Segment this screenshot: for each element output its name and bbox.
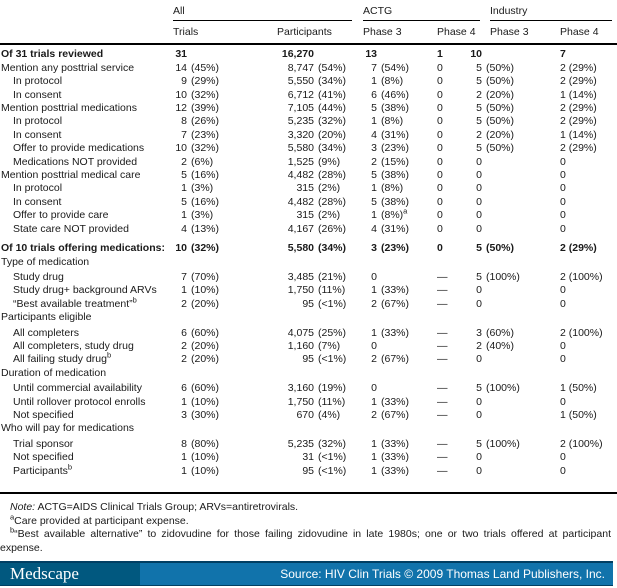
data-cell: 2 (29%) xyxy=(560,242,597,255)
data-cell xyxy=(468,422,560,435)
table-row xyxy=(0,142,617,155)
row-label: Not specified xyxy=(13,408,74,421)
data-cell: 1 (33%) xyxy=(371,464,410,477)
row-label: Of 31 trials reviewed xyxy=(1,48,104,61)
data-cell: 0 xyxy=(560,155,566,168)
table-row xyxy=(0,62,617,75)
data-cell: 3 (23%) xyxy=(371,142,410,155)
data-cell: 4 (13%) xyxy=(181,222,220,235)
group-header-all xyxy=(173,5,363,21)
data-cell: — xyxy=(437,284,448,297)
section-header-row xyxy=(0,311,617,324)
data-cell: 95 (<1%) xyxy=(302,353,347,366)
data-cell: 1 (10%) xyxy=(181,464,220,477)
data-cell xyxy=(437,256,468,269)
footnote-b-marker: b xyxy=(10,525,15,535)
table-row xyxy=(0,462,617,478)
data-cell: 5 (100%) xyxy=(476,270,520,283)
data-cell: 670 (4%) xyxy=(296,408,341,421)
data-cell: 0 xyxy=(371,382,377,395)
data-cell: — xyxy=(437,464,448,477)
table-row xyxy=(0,327,617,340)
data-cell: 1 (3%) xyxy=(181,182,214,195)
data-cell xyxy=(363,311,437,324)
data-cell xyxy=(468,256,560,269)
data-cell xyxy=(277,422,363,435)
note-text: ACTG=AIDS Clinical Trials Group; ARVs=antiretrovirals. xyxy=(35,501,299,513)
data-cell: 0 xyxy=(437,142,443,155)
data-cell: 8,747 (54%) xyxy=(287,61,347,74)
data-cell: 0 xyxy=(476,451,482,464)
data-cell: 1 (10%) xyxy=(181,395,220,408)
data-cell: — xyxy=(437,326,448,339)
data-cell: 0 xyxy=(437,182,443,195)
data-cell: 0 xyxy=(560,353,566,366)
data-cell: 3 (60%) xyxy=(476,326,515,339)
row-label: Study drug+ background ARVs xyxy=(13,284,157,297)
footnote-a-marker: a xyxy=(10,512,15,521)
data-cell: 6,712 (41%) xyxy=(287,88,347,101)
data-cell: 1 (8%) xyxy=(371,182,404,195)
data-cell: 2 (20%) xyxy=(476,128,515,141)
table-row xyxy=(0,284,617,297)
data-cell: 4,482 (28%) xyxy=(287,169,347,182)
data-cell: 0 xyxy=(437,242,443,255)
data-cell xyxy=(560,311,617,324)
data-cell: 1 xyxy=(437,48,443,61)
row-label: All completers, study drug xyxy=(13,339,134,352)
data-cell: 13 xyxy=(365,48,377,61)
data-cell: 8 (80%) xyxy=(181,437,220,450)
data-cell: 3,160 (19%) xyxy=(287,382,347,395)
data-cell: 2 (100%) xyxy=(560,437,603,450)
data-cell: 4,167 (26%) xyxy=(287,222,347,235)
group-label-actg: ACTG xyxy=(363,5,393,17)
data-cell: 5 (16%) xyxy=(181,169,220,182)
table-row xyxy=(0,89,617,102)
data-cell: 1 (3%) xyxy=(181,209,214,222)
data-cell: 0 xyxy=(476,155,482,168)
data-cell: 10 (32%) xyxy=(175,142,220,155)
data-cell: 4 (31%) xyxy=(371,128,410,141)
data-cell: 5 (100%) xyxy=(476,437,520,450)
data-cell: 2 (20%) xyxy=(181,297,220,310)
row-label: Of 10 trials offering medications: xyxy=(1,242,165,255)
row-label: Offer to provide care xyxy=(13,209,109,222)
data-cell: 0 xyxy=(437,222,443,235)
data-cell: — xyxy=(437,437,448,450)
footer-bar xyxy=(0,561,613,586)
row-label: Mention any posttrial service xyxy=(1,61,135,74)
data-cell: 1 (50%) xyxy=(560,408,597,421)
data-cell: 5 (16%) xyxy=(181,195,220,208)
source-credit: Source: HIV Clin Trials © 2009 Thomas Land Publishers, Inc. xyxy=(280,567,605,581)
data-cell: 2 (29%) xyxy=(560,102,597,115)
section-header-row xyxy=(0,256,617,269)
data-cell: 2 (40%) xyxy=(476,339,515,352)
row-label: Not specified xyxy=(13,451,74,464)
data-cell: 0 xyxy=(476,408,482,421)
data-cell: 315 (2%) xyxy=(296,209,341,222)
table-row xyxy=(0,182,617,195)
row-label: In consent xyxy=(13,195,62,208)
data-cell: 0 xyxy=(476,209,482,222)
data-cell: 5 (38%) xyxy=(371,102,410,115)
medscape-logo: Medscape xyxy=(10,564,79,583)
data-cell: 2 (29%) xyxy=(560,61,597,74)
data-cell: 3,320 (20%) xyxy=(287,128,347,141)
table-row xyxy=(0,409,617,422)
data-cell: 1 $(8\%)^a$ xyxy=(371,206,408,222)
data-cell: 31 xyxy=(175,48,187,61)
data-cell: 2 (67%) xyxy=(371,297,410,310)
table-row xyxy=(0,102,617,115)
data-cell: 7,105 (44%) xyxy=(287,102,347,115)
row-label: Trial sponsor xyxy=(13,437,74,450)
data-cell: 2 (29%) xyxy=(560,115,597,128)
data-cell: 1 (33%) xyxy=(371,326,410,339)
data-cell xyxy=(173,311,277,324)
row-label: Mention posttrial medications xyxy=(1,102,137,115)
row-label: Study drug xyxy=(13,270,64,283)
data-cell: — xyxy=(437,339,448,352)
data-cell: 0 xyxy=(437,75,443,88)
data-cell: 5 (50%) xyxy=(476,142,515,155)
data-cell: 2 (29%) xyxy=(560,142,597,155)
data-cell: 0 xyxy=(437,115,443,128)
data-cell: 5 (50%) xyxy=(476,75,515,88)
row-label: Offer to provide medications xyxy=(13,142,145,155)
data-cell: 0 xyxy=(437,88,443,101)
data-cell: 5,580 (34%) xyxy=(287,242,347,255)
data-cell: 5 (38%) xyxy=(371,195,410,208)
data-cell: 8 (26%) xyxy=(181,115,220,128)
data-cell: — xyxy=(437,395,448,408)
data-cell xyxy=(173,422,277,435)
data-cell: 1,750 (11%) xyxy=(287,395,346,408)
data-cell xyxy=(560,367,617,380)
data-cell: — xyxy=(437,408,448,421)
section-header-row xyxy=(0,367,617,380)
data-cell: 2 (20%) xyxy=(476,88,515,101)
data-cell: 1 (14%) xyxy=(560,88,597,101)
footnote-abbreviations xyxy=(0,501,611,515)
data-cell: 7 (23%) xyxy=(181,128,220,141)
data-cell: 6 (46%) xyxy=(371,88,410,101)
data-cell: 4,075 (25%) xyxy=(287,326,347,339)
table-row xyxy=(0,382,617,395)
data-cell: 95 (<1%) xyxy=(302,464,347,477)
data-cell: 2 (29%) xyxy=(560,75,597,88)
group-header-actg xyxy=(363,5,468,21)
data-cell: 2 (20%) xyxy=(181,353,220,366)
row-label: All failing study drug$^b$ xyxy=(13,350,112,366)
table-row xyxy=(0,48,617,61)
column-header-actg-phase4: Phase 4 xyxy=(437,26,476,38)
data-cell: 1 (14%) xyxy=(560,128,597,141)
data-cell: 12 (39%) xyxy=(175,102,220,115)
data-cell: 0 xyxy=(476,222,482,235)
table-row xyxy=(0,115,617,128)
data-cell: 1 (10%) xyxy=(181,284,220,297)
data-cell: 4,482 (28%) xyxy=(287,195,347,208)
data-cell: 0 xyxy=(476,195,482,208)
data-cell: — xyxy=(437,451,448,464)
data-cell: 2 (6%) xyxy=(181,155,214,168)
data-cell: 7 xyxy=(560,48,566,61)
data-cell: 4 (31%) xyxy=(371,222,410,235)
data-cell: 1 (33%) xyxy=(371,284,410,297)
data-cell: 0 xyxy=(560,284,566,297)
data-cell: 0 xyxy=(560,395,566,408)
column-header-trials: Trials xyxy=(173,26,199,38)
data-cell: 0 xyxy=(476,284,482,297)
data-cell xyxy=(468,311,560,324)
table-row xyxy=(0,340,617,353)
data-cell: 7 (70%) xyxy=(181,270,220,283)
data-cell: 0 xyxy=(437,155,443,168)
data-cell: 5,235 (32%) xyxy=(287,115,347,128)
data-cell: 0 xyxy=(371,270,377,283)
footnote-b-text: “Best available alternative” to zidovudine for those failing zidovudine in late 1980s; one or two trials offered at participant expense. xyxy=(0,528,611,554)
data-cell: — xyxy=(437,382,448,395)
data-cell: 3,485 (21%) xyxy=(287,270,347,283)
column-header-actg-phase3: Phase 3 xyxy=(363,26,402,38)
footnotes xyxy=(0,494,617,555)
data-cell: 0 xyxy=(476,395,482,408)
data-cell: 0 xyxy=(560,209,566,222)
table-row xyxy=(0,350,617,366)
data-cell: 315 (2%) xyxy=(296,182,341,195)
column-header-participants: Participants xyxy=(277,26,332,38)
data-cell: 16,270 xyxy=(281,48,314,61)
data-cell: 95 (<1%) xyxy=(302,297,347,310)
data-cell: 1,160 (7%) xyxy=(287,339,341,352)
data-cell: 5 (100%) xyxy=(476,382,520,395)
row-label: In consent xyxy=(13,88,62,101)
data-cell: 0 xyxy=(476,464,482,477)
data-cell: 0 xyxy=(476,353,482,366)
data-cell: 1 (33%) xyxy=(371,451,410,464)
group-header-spacer xyxy=(0,5,173,21)
data-cell: 0 xyxy=(560,222,566,235)
row-label: Participants eligible xyxy=(1,311,92,324)
data-cell: 2 (15%) xyxy=(371,155,410,168)
data-cell: 31 (<1%) xyxy=(302,451,347,464)
data-cell xyxy=(437,367,468,380)
table-row xyxy=(0,271,617,284)
data-cell: 1 (50%) xyxy=(560,382,597,395)
data-cell: 0 xyxy=(560,195,566,208)
column-header-spacer xyxy=(0,26,173,39)
data-cell: 10 xyxy=(470,48,482,61)
row-label: Type of medication xyxy=(1,255,90,268)
data-cell xyxy=(173,367,277,380)
table-row xyxy=(0,451,617,464)
table-row xyxy=(0,438,617,451)
data-cell: 2 (100%) xyxy=(560,326,603,339)
table-column-header-row xyxy=(0,21,617,43)
data-cell xyxy=(277,256,363,269)
data-cell: 0 xyxy=(437,195,443,208)
data-cell: 0 xyxy=(560,464,566,477)
row-label: In protocol xyxy=(13,182,63,195)
table-row xyxy=(0,169,617,182)
data-cell: 0 xyxy=(437,209,443,222)
data-cell: 1,525 (9%) xyxy=(287,155,341,168)
data-cell: 5 (50%) xyxy=(476,115,515,128)
data-cell: 5,580 (34%) xyxy=(287,142,347,155)
data-cell: 6 (60%) xyxy=(181,326,220,339)
data-cell: 5,235 (32%) xyxy=(287,437,347,450)
data-cell: 1 (33%) xyxy=(371,395,410,408)
data-cell xyxy=(363,422,437,435)
row-label: Duration of medication xyxy=(1,366,107,379)
table-row xyxy=(0,196,617,209)
row-label: In protocol xyxy=(13,115,63,128)
source-credit-block xyxy=(140,563,613,585)
data-cell: 1,750 (11%) xyxy=(287,284,346,297)
footnote-a xyxy=(0,512,611,529)
row-label: Until rollover protocol enrolls xyxy=(13,395,146,408)
table-row xyxy=(0,242,617,255)
row-label: Medications NOT provided xyxy=(13,155,138,168)
table-row xyxy=(0,75,617,88)
data-cell: 0 xyxy=(437,102,443,115)
data-cell xyxy=(277,311,363,324)
data-cell: 0 xyxy=(437,61,443,74)
data-cell xyxy=(437,311,468,324)
group-label-all: All xyxy=(173,5,185,17)
note-label: Note: xyxy=(10,501,36,513)
data-cell: 1 (10%) xyxy=(181,451,220,464)
table-row xyxy=(0,396,617,409)
data-cell xyxy=(468,367,560,380)
data-cell: 0 xyxy=(560,339,566,352)
row-label: Participants$^b$ xyxy=(13,462,73,477)
data-cell: 5,550 (34%) xyxy=(287,75,347,88)
row-label: State care NOT provided xyxy=(13,222,129,235)
data-cell: 0 xyxy=(476,169,482,182)
data-cell: 0 xyxy=(476,182,482,195)
data-cell: 0 xyxy=(437,128,443,141)
table-row xyxy=(0,295,617,311)
data-cell: 0 xyxy=(560,169,566,182)
data-cell: 0 xyxy=(560,182,566,195)
column-header-industry-phase3: Phase 3 xyxy=(490,26,529,38)
data-cell: 1 (8%) xyxy=(371,115,404,128)
data-cell: — xyxy=(437,297,448,310)
data-cell: 5 (50%) xyxy=(476,61,515,74)
footnote-b xyxy=(0,525,611,555)
data-cell: 5 (38%) xyxy=(371,169,410,182)
row-label: Until commercial availability xyxy=(13,382,142,395)
table-row xyxy=(0,223,617,236)
data-cell: 10 (32%) xyxy=(175,242,220,255)
row-label: In protocol xyxy=(13,75,63,88)
data-cell: — xyxy=(437,353,448,366)
data-cell: 0 xyxy=(371,339,377,352)
data-cell: 2 (20%) xyxy=(181,339,220,352)
data-cell: 0 xyxy=(560,297,566,310)
data-cell: 0 xyxy=(560,451,566,464)
column-header-industry-phase4: Phase 4 xyxy=(560,26,599,38)
table-group-header-row xyxy=(0,5,617,21)
data-cell xyxy=(363,367,437,380)
data-cell xyxy=(560,256,617,269)
group-header-industry xyxy=(468,5,617,21)
table-row xyxy=(0,156,617,169)
data-cell: 3 (23%) xyxy=(371,242,410,255)
data-cell xyxy=(560,422,617,435)
data-cell: 5 (50%) xyxy=(476,102,515,115)
data-cell: 10 (32%) xyxy=(175,88,220,101)
row-label: Who will pay for medications xyxy=(1,422,135,435)
row-label: In consent xyxy=(13,128,62,141)
table-body xyxy=(0,43,617,478)
row-label: All completers xyxy=(13,326,79,339)
data-cell: 2 (67%) xyxy=(371,408,410,421)
data-cell: 6 (60%) xyxy=(181,382,220,395)
data-cell: 0 xyxy=(437,169,443,182)
data-cell xyxy=(277,367,363,380)
group-label-industry: Industry xyxy=(490,5,528,17)
footnote-a-text: Care provided at participant expense. xyxy=(14,514,189,527)
data-cell: 5 (50%) xyxy=(476,242,515,255)
row-label: “Best available treatment”$^b$ xyxy=(13,295,137,310)
data-cell: 3 (30%) xyxy=(181,408,220,421)
table-row xyxy=(0,206,617,222)
data-cell: 14 (45%) xyxy=(175,61,220,74)
data-cell xyxy=(437,422,468,435)
medscape-logo-block xyxy=(0,563,140,585)
data-cell: 1 (33%) xyxy=(371,437,410,450)
data-cell: 7 (54%) xyxy=(371,61,410,74)
data-cell: 1 (8%) xyxy=(371,75,404,88)
data-cell: 2 (100%) xyxy=(560,270,603,283)
section-header-row xyxy=(0,422,617,435)
data-cell xyxy=(173,256,277,269)
data-cell: 9 (29%) xyxy=(181,75,220,88)
table-row xyxy=(0,129,617,142)
row-label: Mention posttrial medical care xyxy=(1,169,141,182)
data-cell xyxy=(363,256,437,269)
data-cell: 2 (67%) xyxy=(371,353,410,366)
data-cell: — xyxy=(437,270,448,283)
data-cell: 0 xyxy=(476,297,482,310)
